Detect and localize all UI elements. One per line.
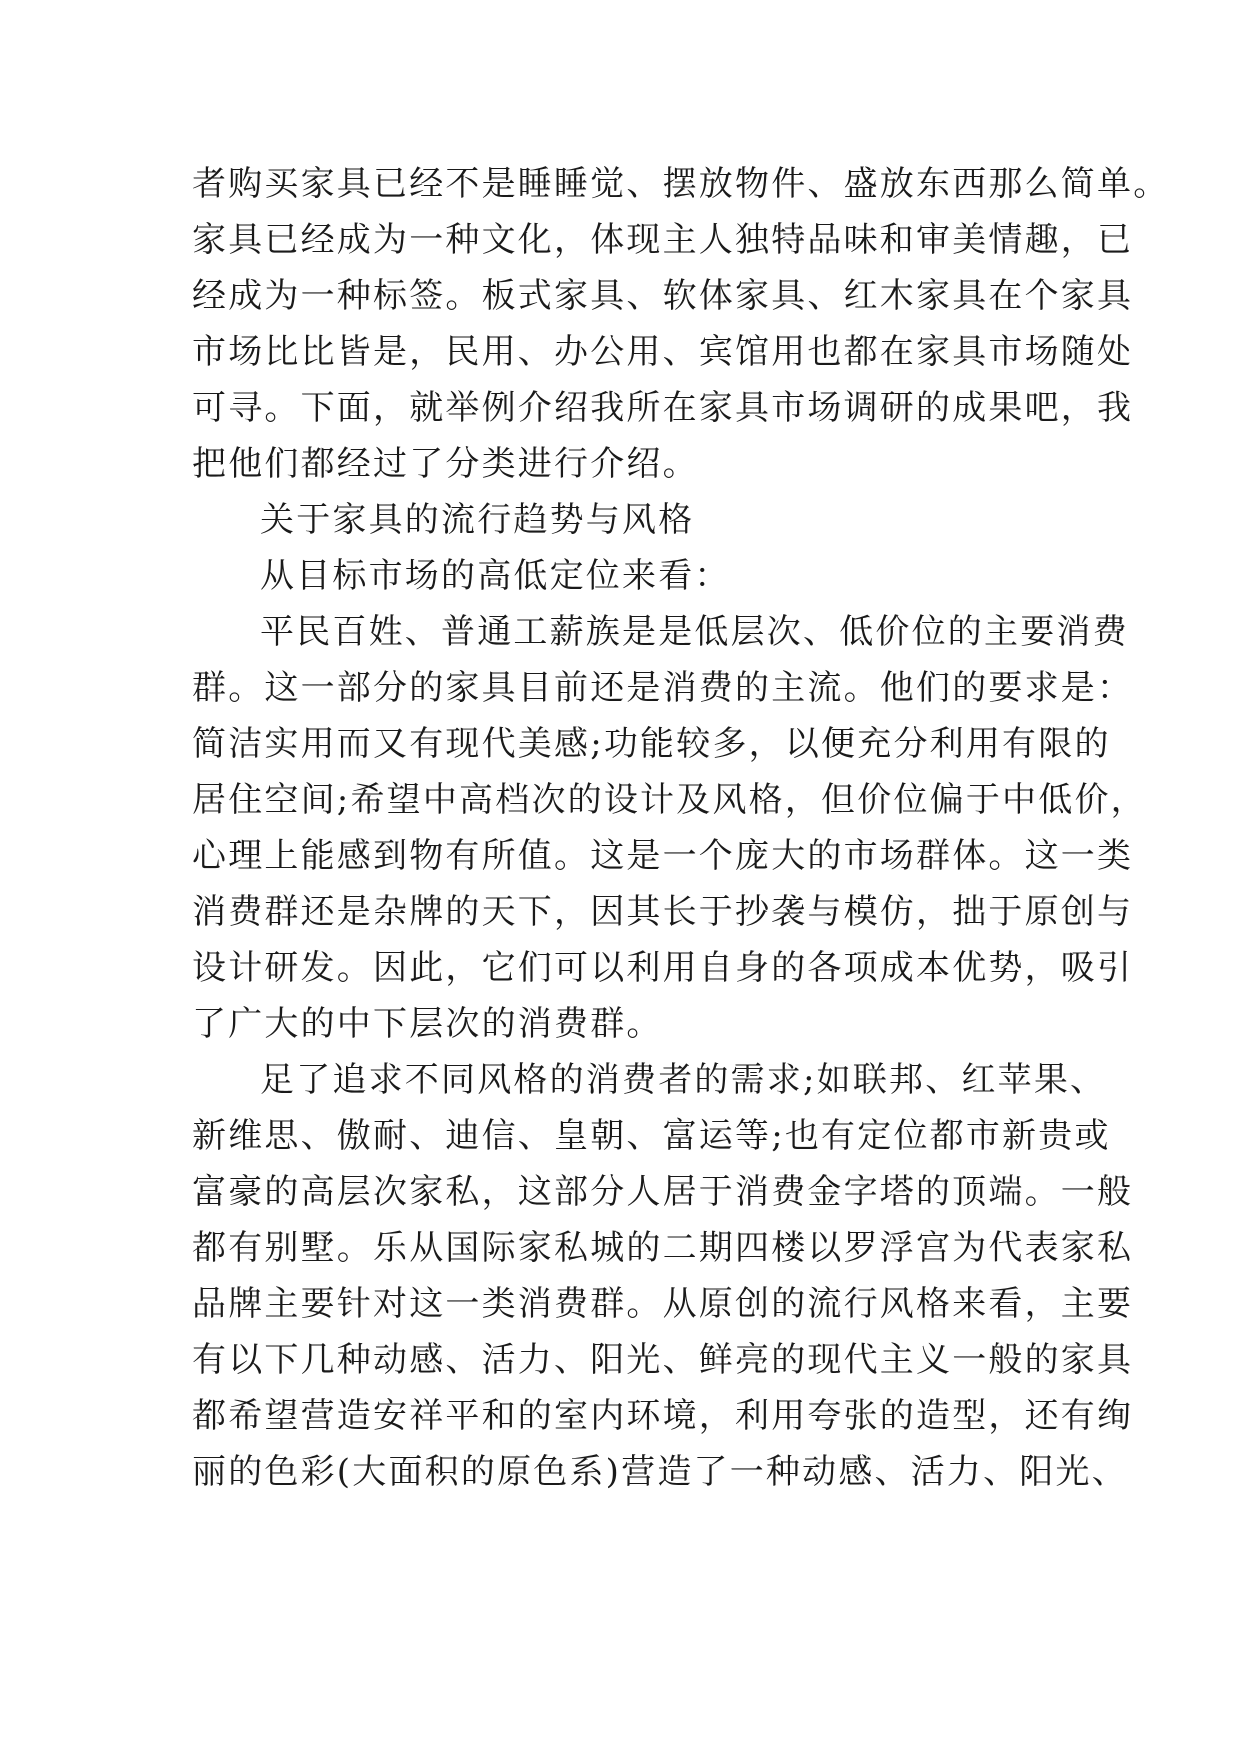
text-line: 新维思、傲耐、迪信、皇朝、富运等;也有定位都市新贵或	[192, 1116, 1111, 1156]
paragraph-start: 足了追求不同风格的消费者的需求;如联邦、红苹果、	[260, 1060, 1107, 1100]
subsection-heading: 从目标市场的高低定位来看：	[260, 556, 731, 596]
text-line: 有以下几种动感、活力、阳光、鲜亮的现代主义一般的家具	[192, 1340, 1134, 1380]
text-line: 富豪的高层次家私，这部分人居于消费金字塔的顶端。一般	[192, 1172, 1134, 1212]
paragraph-start: 平民百姓、普通工薪族是是低层次、低价位的主要消费	[260, 612, 1129, 652]
text-line: 者购买家具已经不是睡睡觉、摆放物件、盛放东西那么简单。	[192, 164, 1170, 204]
document-body	[192, 156, 1170, 1500]
text-line: 心理上能感到物有所值。这是一个庞大的市场群体。这一类	[192, 836, 1134, 876]
text-line: 把他们都经过了分类进行介绍。	[192, 444, 699, 484]
text-line: 市场比比皆是，民用、办公用、宾馆用也都在家具市场随处	[192, 332, 1134, 372]
section-heading: 关于家具的流行趋势与风格	[260, 500, 695, 540]
text-line: 居住空间;希望中高档次的设计及风格，但价位偏于中低价，	[192, 780, 1147, 820]
text-line: 设计研发。因此，它们可以利用自身的各项成本优势，吸引	[192, 948, 1134, 988]
text-line: 可寻。下面，就举例介绍我所在家具市场调研的成果吧，我	[192, 388, 1134, 428]
text-line: 消费群还是杂牌的天下，因其长于抄袭与模仿，拙于原创与	[192, 892, 1134, 932]
text-line: 家具已经成为一种文化，体现主人独特品味和审美情趣，已	[192, 220, 1134, 260]
text-line: 丽的色彩(大面积的原色系)营造了一种动感、活力、阳光、	[192, 1452, 1128, 1492]
text-line: 都希望营造安祥平和的室内环境，利用夸张的造型，还有绚	[192, 1396, 1134, 1436]
text-line: 品牌主要针对这一类消费群。从原创的流行风格来看，主要	[192, 1284, 1134, 1324]
text-line: 简洁实用而又有现代美感;功能较多，以便充分利用有限的	[192, 724, 1111, 764]
text-line: 群。这一部分的家具目前还是消费的主流。他们的要求是：	[192, 668, 1134, 708]
text-line: 了广大的中下层次的消费群。	[192, 1004, 663, 1044]
text-line: 经成为一种标签。板式家具、软体家具、红木家具在个家具	[192, 276, 1134, 316]
text-line: 都有别墅。乐从国际家私城的二期四楼以罗浮宫为代表家私	[192, 1228, 1134, 1268]
